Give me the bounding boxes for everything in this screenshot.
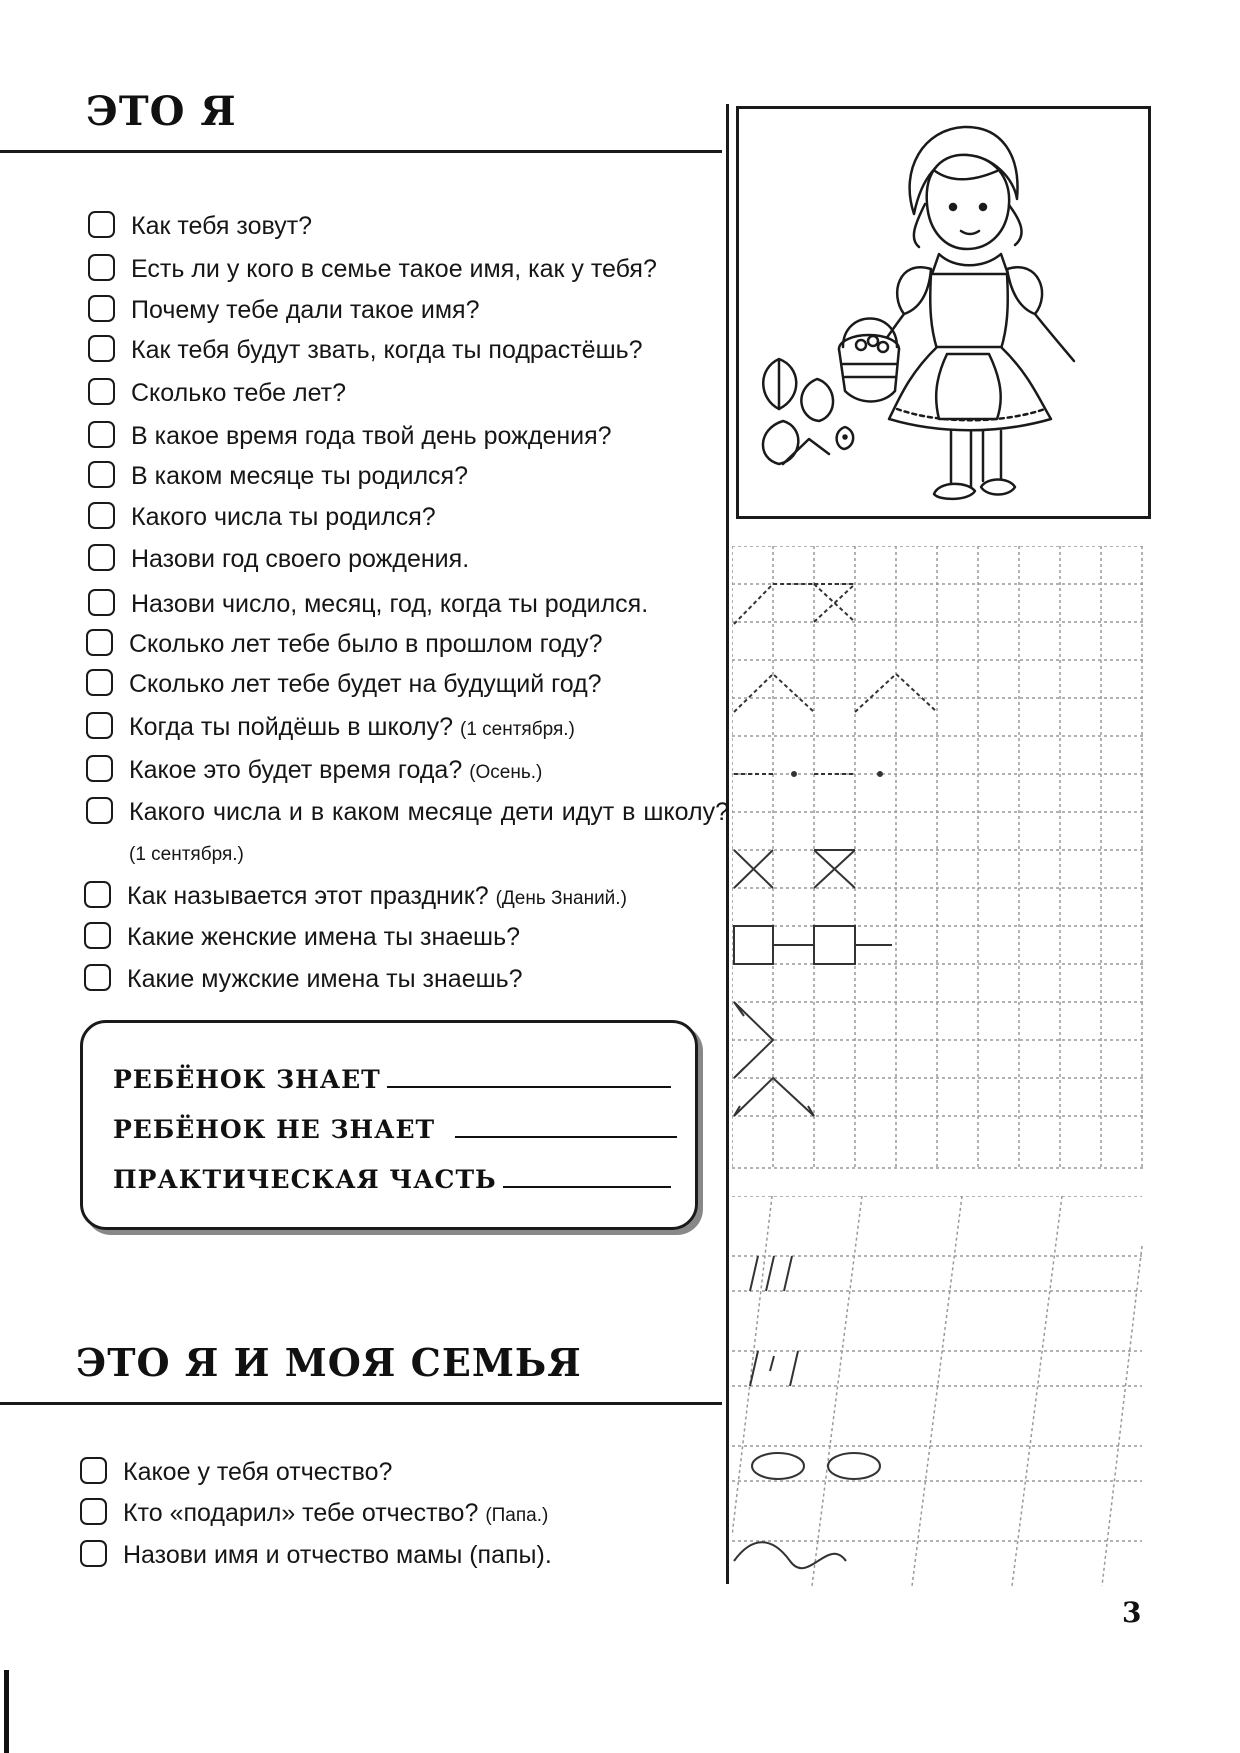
question-item <box>84 959 523 999</box>
not-knows-label: РЕБЁНОК НЕ ЗНАЕТ <box>113 1115 436 1144</box>
checkbox[interactable] <box>84 922 111 949</box>
question-text: Какого числа и в каком месяце дети идут в школу? (1 сентября.) <box>129 798 729 865</box>
question-item <box>86 664 602 704</box>
girl-figure <box>867 127 1074 499</box>
question-text: Когда ты пойдёшь в школу? (1 сентября.) <box>129 713 575 741</box>
not-knows-answer-line[interactable] <box>455 1134 677 1138</box>
answer-hint: (1 сентября.) <box>129 844 244 865</box>
checkbox[interactable] <box>88 295 115 322</box>
practical-answer-line[interactable] <box>503 1184 671 1188</box>
section-title-me-and-my-family: ЭТО Я И МОЯ СЕМЬЯ <box>76 1340 582 1385</box>
question-item <box>86 750 542 793</box>
question-text: Как тебя зовут? <box>131 212 313 240</box>
checkbox[interactable] <box>86 712 113 739</box>
question-text: Назови год своего рождения. <box>131 545 470 573</box>
checkbox[interactable] <box>80 1498 107 1525</box>
practical-label: ПРАКТИЧЕСКАЯ ЧАСТЬ <box>113 1165 497 1194</box>
slanted-lines-exercise <box>732 1196 1150 1586</box>
checkbox[interactable] <box>88 378 115 405</box>
checkbox[interactable] <box>88 211 115 238</box>
page-number: 3 <box>1122 1596 1142 1629</box>
question-text: Кто «подарил» тебе отчество? (Папа.) <box>123 1499 549 1527</box>
question-item <box>84 917 520 957</box>
checkbox[interactable] <box>80 1457 107 1484</box>
basket <box>839 319 899 402</box>
checkbox[interactable] <box>88 421 115 448</box>
checkbox[interactable] <box>88 544 115 571</box>
question-text: Сколько тебе лет? <box>131 379 347 407</box>
question-text: В каком месяце ты родился? <box>131 462 468 490</box>
section-title-this-is-me: ЭТО Я <box>86 88 237 135</box>
knows-label: РЕБЁНОК ЗНАЕТ <box>113 1065 381 1094</box>
question-item <box>88 539 469 579</box>
question-item <box>80 1535 552 1575</box>
scan-edge-mark <box>4 1670 9 1753</box>
question-text: Почему тебе дали такое имя? <box>131 296 480 324</box>
not-knows-row <box>113 1115 677 1144</box>
question-text: Какого числа ты родился? <box>131 503 436 531</box>
section-divider <box>0 1402 722 1405</box>
checkbox[interactable] <box>88 461 115 488</box>
question-item <box>88 290 479 330</box>
question-item <box>88 249 657 289</box>
answer-hint: (День Знаний.) <box>495 888 627 909</box>
checkbox[interactable] <box>88 335 115 362</box>
knows-row <box>113 1065 671 1094</box>
question-item <box>86 624 603 664</box>
question-text: В какое время года твой день рождения? <box>131 422 612 450</box>
practical-row <box>113 1165 671 1194</box>
question-item <box>88 373 346 413</box>
question-text: Какое это будет время года? (Осень.) <box>129 756 543 784</box>
question-text: Какое у тебя отчество? <box>123 1458 393 1486</box>
question-text: Есть ли у кого в семье такое имя, как у тебя? <box>131 255 657 283</box>
question-item <box>80 1452 392 1492</box>
answer-hint: (1 сентября.) <box>460 719 575 740</box>
assessment-box <box>80 1020 698 1230</box>
question-item <box>88 584 648 624</box>
answer-hint: (Папа.) <box>485 1505 549 1526</box>
checkbox[interactable] <box>88 502 115 529</box>
question-text: Назови число, месяц, год, когда ты родился. <box>131 590 649 618</box>
slant-lines <box>732 1196 1142 1586</box>
question-text: Как тебя будут звать, когда ты подрастёшь? <box>131 336 643 364</box>
checkbox[interactable] <box>84 881 111 908</box>
question-text: Сколько лет тебе будет на будущий год? <box>129 670 602 698</box>
answer-hint: (Осень.) <box>469 762 543 783</box>
knows-answer-line[interactable] <box>387 1084 671 1088</box>
section-divider <box>0 150 722 153</box>
copy-grid-exercise <box>732 546 1150 1172</box>
question-text: Сколько лет тебе было в прошлом году? <box>129 630 603 658</box>
checkbox[interactable] <box>86 797 113 824</box>
checkbox[interactable] <box>88 589 115 616</box>
question-item <box>88 416 612 456</box>
strawberry-plant <box>763 359 853 464</box>
question-text: Назови имя и отчество мамы (папы). <box>123 1541 552 1569</box>
question-item <box>84 876 627 919</box>
question-text: Как называется этот праздник? (День Знаний.) <box>127 882 627 910</box>
question-item <box>88 330 643 370</box>
checkbox[interactable] <box>88 254 115 281</box>
question-text: Какие мужские имена ты знаешь? <box>127 965 523 993</box>
question-item <box>88 456 468 496</box>
girl-with-basket-illustration <box>736 106 1151 519</box>
checkbox[interactable] <box>80 1540 107 1567</box>
question-item <box>86 792 729 875</box>
question-item <box>88 497 436 537</box>
checkbox[interactable] <box>84 964 111 991</box>
question-text: Какие женские имена ты знаешь? <box>127 923 521 951</box>
question-item <box>86 707 575 750</box>
writing-samples <box>734 1256 880 1568</box>
question-item <box>80 1493 548 1536</box>
grid-lines <box>732 546 1146 1168</box>
checkbox[interactable] <box>86 669 113 696</box>
checkbox[interactable] <box>86 755 113 782</box>
checkbox[interactable] <box>86 629 113 656</box>
question-item <box>88 206 312 246</box>
